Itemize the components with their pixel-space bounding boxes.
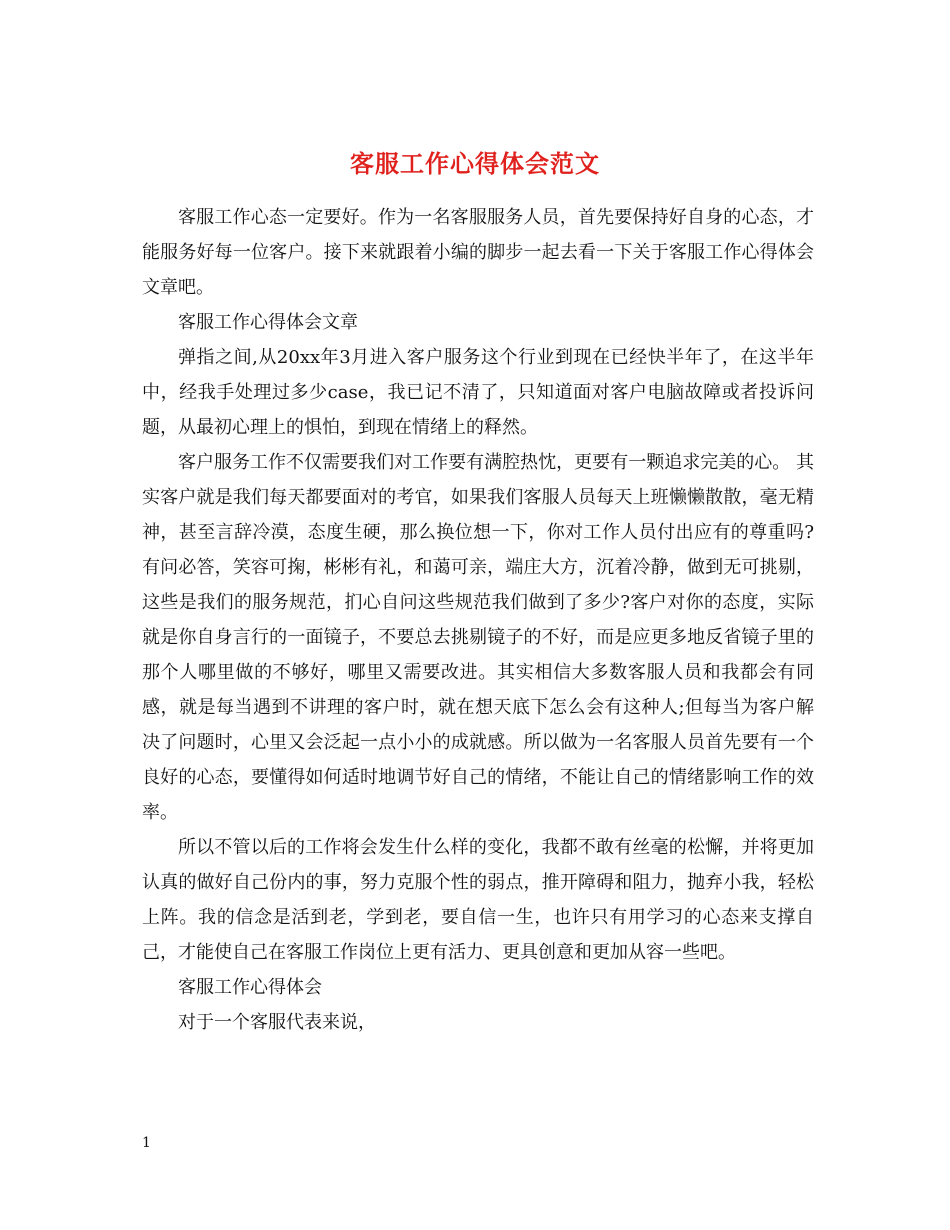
- paragraph-intro: 客服工作心态一定要好。作为一名客服服务人员，首先要保持好自身的心态，才能服务好每一位客户。接下来就跟着小编的脚步一起去看一下关于客服工作心得体会文章吧。: [142, 207, 814, 298]
- paragraph-representative: 对于一个客服代表来说，: [178, 1012, 376, 1033]
- page-number: 1: [142, 1135, 151, 1151]
- paragraph-customer-service: 客户服务工作不仅需要我们对工作要有满腔热忱，更要有一颗追求完美的心。 其实客户就是我们每天都要面对的考官，如果我们客服人员每天上班懒懒散散，毫无精神，甚至言辞冷漠，态度生硬，那么换位想一下，你对工作人员付出应有的尊重吗? 有问必答，笑容可掬，彬彬有礼，和蔼可亲，端庄大方，沉着冷静，做到无可挑剔，这些是我们的服务规范，扪心自问这些规范我们做到了多少?客户对你的态度，实际就是你自身言行的一面镜子，不要总去挑剔镜子的不好，而是应更多地反省镜子里的那个人哪里做的不够好，哪里又需要改进。其实相信大多数客服人员和我都会有同感，就是每当遇到不讲理的客户时，就在想天底下怎么会有这种人;但每当为客户解决了问题时，心里又会泛起一点小小的成就感。所以做为一名客服人员首先要有一个良好的心态，要懂得如何适时地调节好自己的情绪，不能让自己的情绪影响工作的效率。: [142, 452, 814, 823]
- section-heading-article: 客服工作心得体会文章: [178, 312, 358, 333]
- document-title: 客服工作心得体会范文: [350, 149, 600, 179]
- paragraph-future-work: 所以不管以后的工作将会发生什么样的变化，我都不敢有丝毫的松懈，并将更加认真的做好自己份内的事，努力克服个性的弱点，推开障碍和阻力，抛弃小我，轻松上阵。我的信念是活到老，学到老，要自信一生，也许只有用学习的心态来支撑自己，才能使自己在客服工作岗位上更有活力、更具创意和更加从容一些吧。: [142, 837, 814, 963]
- paragraph-half-year: 弹指之间,从20xx年3月进入客户服务这个行业到现在已经快半年了，在这半年中，经我手处理过多少case，我已记不清了，只知道面对客户电脑故障或者投诉问题，从最初心理上的惧怕，到现在情绪上的释然。: [142, 347, 814, 438]
- section-heading-experience: 客服工作心得体会: [178, 977, 322, 998]
- document-body: [142, 200, 814, 1040]
